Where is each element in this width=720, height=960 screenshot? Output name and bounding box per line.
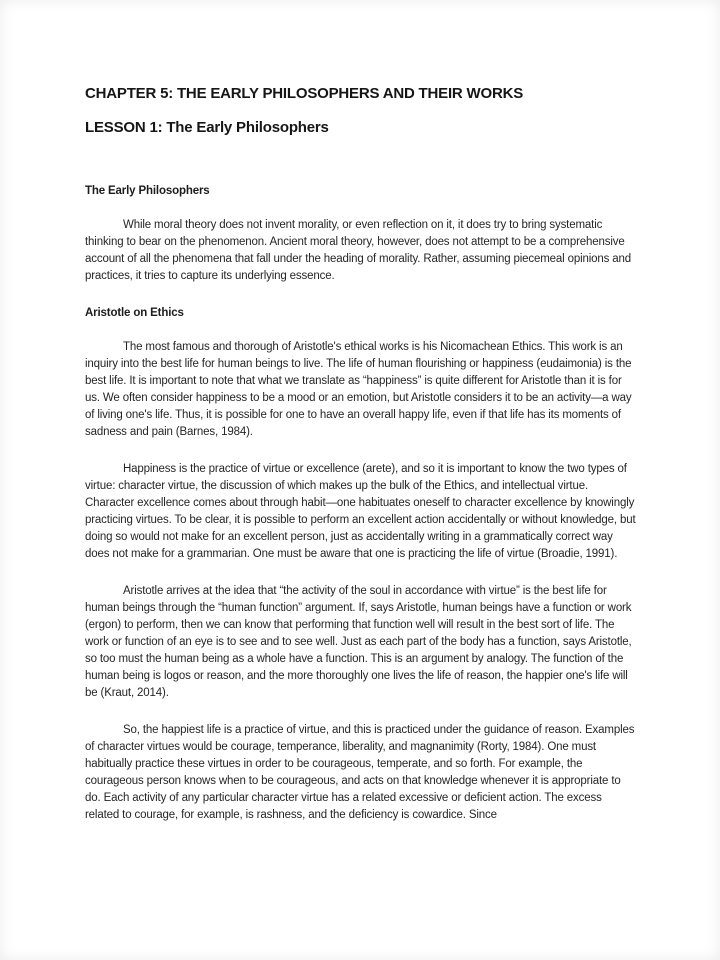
section-heading-early-philosophers: The Early Philosophers — [85, 185, 210, 197]
paragraph-human-function-argument: Aristotle arrives at the idea that “the activity of the soul in accordance with virtue” is the best life for human beings through the “human function” argument. If, says Aristotle, human beings have a function or work (ergon) to perform, then we can know that performing that function well will result in the best sort of life. The work or function of an eye is to see and to see well. Just as each part of the body has a function, says Aristotle, so too must the human being as a whole have a function. This is an argument by analogy. The function of the human being is logos or reason, and the more thoroughly one lives the life of reason, the happier one's life will be (Kraut, 2014). — [85, 585, 632, 699]
paragraph-happiness-virtue: Happiness is the practice of virtue or excellence (arete), and so it is important to know the two types of virtue: character virtue, the discussion of which makes up the bulk of the Ethics, and intellectual virtue. Character excellence comes about through habit—one habituates oneself to character excellence by knowingly practicing virtues. To be clear, it is possible to perform an excellent action accidentally or without knowledge, but doing so would not make for an excellent person, just as accidentally writing in a grammatically correct way does not make for a grammarian. One must be aware that one is practicing the life of virtue (Broadie, 1991). — [85, 463, 636, 560]
section-heading-aristotle-on-ethics: Aristotle on Ethics — [85, 307, 184, 319]
page-content — [85, 84, 637, 844]
paragraph-early-philosophers-intro: While moral theory does not invent morality, or even reflection on it, it does try to bring systematic thinking to bear on the phenomenon. Ancient moral theory, however, does not attempt to be a comprehensive account of all the phenomena that fall under the heading of morality. Rather, assuming piecemeal opinions and practices, it tries to capture its underlying essence. — [85, 219, 632, 282]
chapter-title: CHAPTER 5: THE EARLY PHILOSOPHERS AND THEIR WORKS — [85, 85, 524, 102]
paragraph-nicomachean-ethics: The most famous and thorough of Aristotle's ethical works is his Nicomachean Ethics. This work is an inquiry into the best life for human beings to live. The life of human flourishing or happiness (eudaimonia) is the best life. It is important to note that what we translate as “happiness” is quite different for Aristotle than it is for us. We often consider happiness to be a mood or an emotion, but Aristotle considers it to be an activity—a way of living one's life. Thus, it is possible for one to have an overall happy life, even if that life has its moments of sadness and pain (Barnes, 1984). — [85, 341, 632, 438]
paragraph-practice-of-virtue: So, the happiest life is a practice of virtue, and this is practiced under the guidance of reason. Examples of character virtues would be courage, temperance, liberality, and magnanimity (Rorty, 1984). One must habitually practice these virtues in order to be courageous, temperate, and so forth. For example, the courageous person knows when to be courageous, and acts on that knowledge whenever it is appropriate to do. Each activity of any particular character virtue has a related excessive or deficient action. The excess related to courage, for example, is rashness, and the deficiency is cowardice. Since — [85, 724, 635, 821]
lesson-title: LESSON 1: The Early Philosophers — [85, 119, 329, 136]
